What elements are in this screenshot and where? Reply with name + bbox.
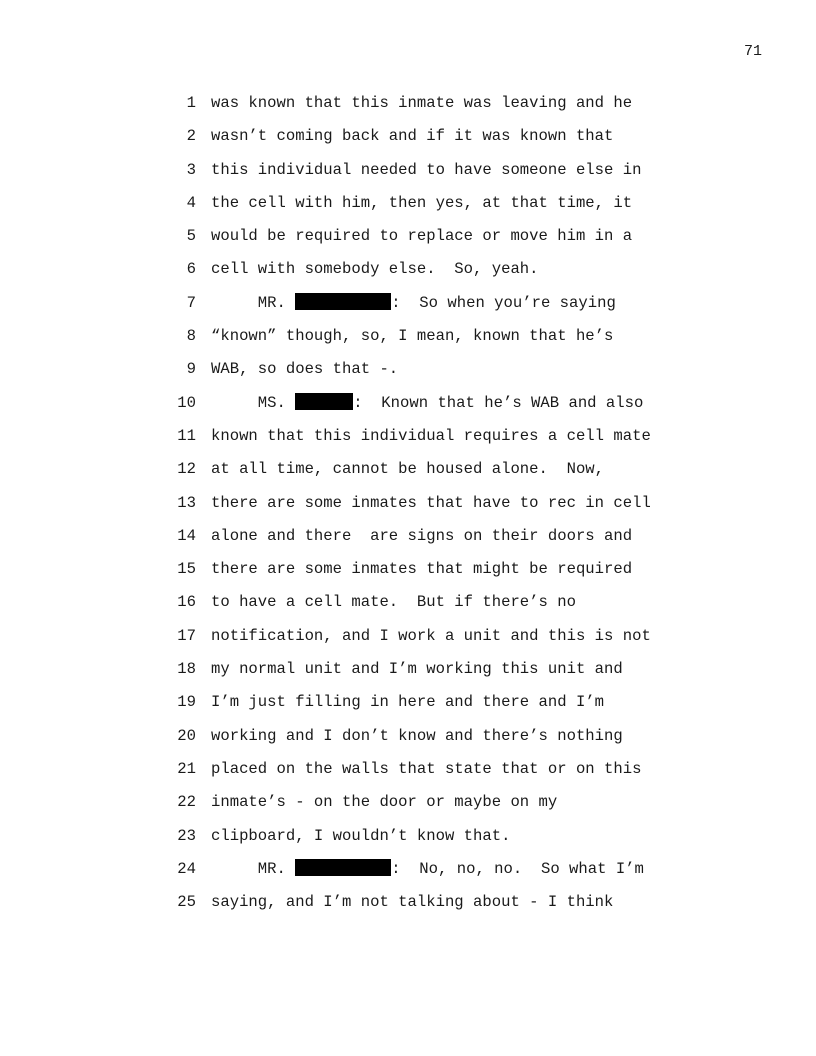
line-text: to have a cell mate. But if there’s no [211,593,576,612]
line-text: cell with somebody else. So, yeah. [211,260,539,279]
line-text: notification, and I work a unit and this is not [211,626,651,645]
line-number: 11 [177,426,196,445]
transcript-body [0,92,816,924]
line-number: 6 [186,260,196,279]
line-number: 10 [177,393,196,412]
line-number: 7 [186,293,196,312]
transcript-line [0,758,816,791]
transcript-line [0,625,816,658]
speaker-label: MS. [211,393,296,412]
line-number: 25 [177,893,196,912]
line-text: would be required to replace or move him in a [211,227,633,246]
line-number: 2 [186,127,196,146]
transcript-line [0,492,816,525]
line-text: was known that this inmate was leaving and he [211,94,633,112]
line-text: my normal unit and I’m working this unit and [211,660,623,679]
transcript-line [0,92,816,125]
speaker-statement: : No, no, no. So what I’m [391,859,644,878]
line-text: the cell with him, then yes, at that time, it [211,193,633,212]
transcript-line [0,825,816,858]
transcript-line [0,591,816,624]
transcript-line [0,525,816,558]
transcript-line [0,725,816,758]
line-number: 9 [186,360,196,379]
line-text: there are some inmates that might be required [211,560,633,579]
line-number: 4 [186,193,196,212]
redaction-bar [295,859,391,876]
line-text: working and I don’t know and there’s nothing [211,726,623,745]
transcript-line [0,658,816,691]
transcript-line [0,458,816,491]
line-text: clipboard, I wouldn’t know that. [211,826,511,845]
line-text: at all time, cannot be housed alone. Now, [211,460,605,479]
line-number: 23 [177,826,196,845]
transcript-line [0,392,816,425]
transcript-line [0,558,816,591]
transcript-line [0,425,816,458]
line-number: 5 [186,227,196,246]
redaction-bar [295,393,353,410]
line-text [211,392,643,415]
line-text: this individual needed to have someone else in [211,160,642,179]
line-text: I’m just filling in here and there and I’m [211,693,605,712]
transcript-line [0,292,816,325]
line-number: 18 [177,660,196,679]
line-text: inmate’s - on the door or maybe on my [211,793,558,812]
line-number: 24 [177,859,196,878]
page-number: 71 [743,43,762,60]
line-number: 3 [186,160,196,179]
line-number: 20 [177,726,196,745]
line-text [211,858,644,881]
line-text: alone and there are signs on their doors and [211,526,633,545]
speaker-label: MR. [211,859,296,878]
line-number: 1 [186,94,196,112]
line-text: WAB, so does that -. [211,360,399,379]
line-text: placed on the walls that state that or on this [211,759,642,778]
transcript-line [0,358,816,391]
line-text [211,292,616,315]
transcript-line [0,891,816,924]
speaker-label: MR. [211,293,296,312]
line-number: 21 [177,759,196,778]
line-number: 8 [186,327,196,346]
line-number: 22 [177,793,196,812]
redaction-bar [295,293,391,310]
transcript-line [0,192,816,225]
transcript-line [0,258,816,291]
line-number: 12 [177,460,196,479]
line-number: 19 [177,693,196,712]
line-number: 17 [177,626,196,645]
transcript-line [0,159,816,192]
line-text: there are some inmates that have to rec in cell [211,493,651,512]
transcript-line [0,691,816,724]
transcript-line [0,325,816,358]
transcript-line [0,225,816,258]
line-text: saying, and I’m not talking about - I think [211,893,614,912]
line-number: 16 [177,593,196,612]
line-number: 13 [177,493,196,512]
line-text: known that this individual requires a cell mate [211,426,651,445]
line-number: 14 [177,526,196,545]
transcript-line [0,858,816,891]
transcript-line [0,125,816,158]
line-number: 15 [177,560,196,579]
transcript-line [0,791,816,824]
speaker-statement: : Known that he’s WAB and also [353,393,644,412]
speaker-statement: : So when you’re saying [391,293,616,312]
line-text: “known” though, so, I mean, known that he’s [211,327,614,346]
line-text: wasn’t coming back and if it was known that [211,127,614,146]
